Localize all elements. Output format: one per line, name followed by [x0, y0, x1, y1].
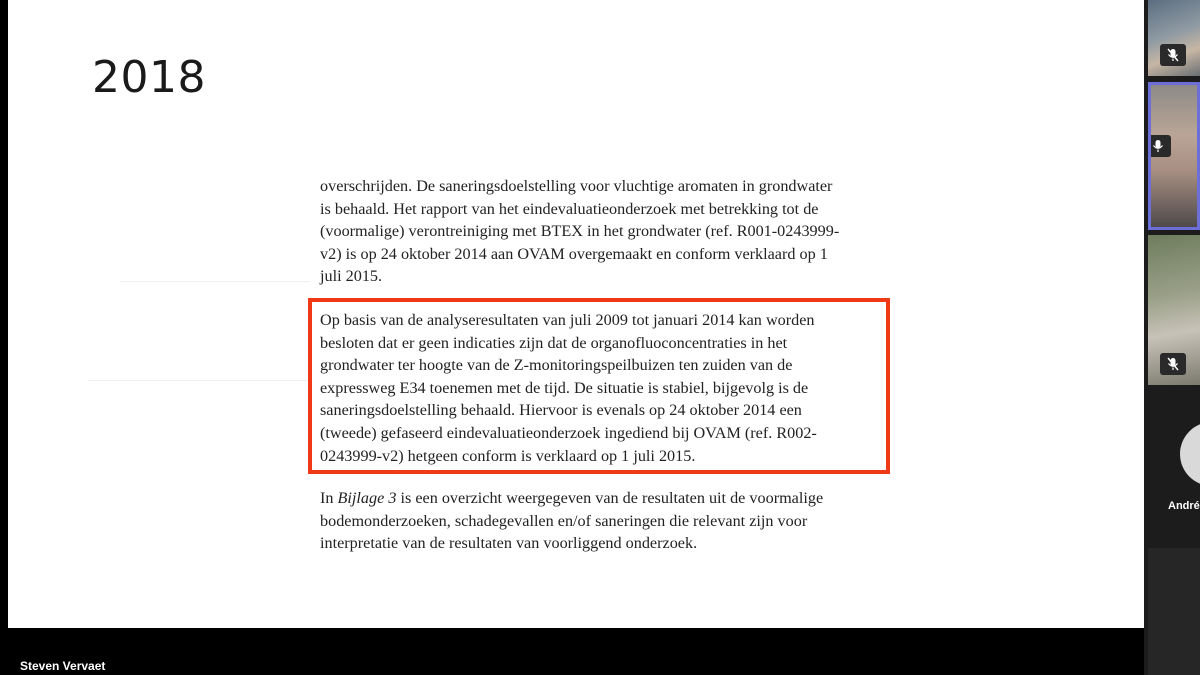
- mic-muted-icon: [1160, 353, 1186, 375]
- shared-slide: [8, 0, 1144, 628]
- text-line: besloten dat er geen indicaties zijn dat de organofluoconcentraties in het: [320, 333, 788, 352]
- text-line: v2) is op 24 oktober 2014 aan OVAM overgemaakt en conform verklaard op 1: [320, 244, 828, 263]
- highlighted-paragraph: [320, 309, 892, 467]
- text-line: overschrijden. De saneringsdoelstelling voor vluchtige aromaten in grondwater: [320, 177, 833, 195]
- text-fragment: In: [320, 489, 338, 507]
- text-fragment: is een overzicht weergegeven van de resultaten uit de voormalige: [396, 489, 824, 507]
- document-paragraph: [320, 175, 892, 288]
- text-line: [320, 487, 892, 510]
- mic-muted-icon: [1160, 44, 1186, 66]
- text-line: saneringsdoelstelling behaald. Hiervoor is evenals op 24 oktober 2014 een: [320, 401, 802, 420]
- text-line: Op basis van de analyseresultaten van juli 2009 tot januari 2014 kan worden: [320, 311, 815, 329]
- text-line: grondwater ter hoogte van de Z-monitoringspeilbuizen ten zuiden van de: [320, 356, 793, 375]
- left-edge: [0, 0, 8, 628]
- faint-divider: [120, 281, 310, 282]
- mic-muted-icon: [1148, 135, 1171, 157]
- presenter-name: Steven Vervaet: [20, 659, 106, 673]
- faint-divider: [88, 380, 310, 381]
- document-paragraph: [320, 487, 892, 555]
- active-speaker-video-tile[interactable]: [1148, 82, 1200, 230]
- appendix-reference: Bijlage 3: [337, 489, 397, 507]
- slide-title: 2018: [92, 52, 206, 103]
- text-line: (tweede) gefaseerd eindevaluatieonderzoek ingediend bij OVAM (ref. R002-: [320, 423, 817, 442]
- participant-video-tile[interactable]: [1148, 0, 1200, 76]
- text-line: bodemonderzoeken, schadegevallen en/of saneringen die relevant zijn voor: [320, 511, 808, 530]
- text-line: juli 2015.: [320, 267, 383, 286]
- text-line: 0243999-v2) hetgeen conform is verklaard op 1 juli 2015.: [320, 446, 696, 465]
- participant-tile[interactable]: [1148, 548, 1200, 675]
- presenter-bar: [0, 628, 1144, 675]
- participant-name: André: [1168, 500, 1200, 512]
- text-line: expressweg E34 toenemen met de tijd. De situatie is stabiel, bijgevolg is de: [320, 378, 809, 397]
- text-line: is behaald. Het rapport van het eindevaluatieonderzoek met betrekking tot de: [320, 199, 819, 218]
- text-line: (voormalige) verontreiniging met BTEX in het grondwater (ref. R001-0243999-: [320, 222, 840, 241]
- text-line: interpretatie van de resultaten van voorliggend onderzoek.: [320, 534, 698, 553]
- participant-video-tile[interactable]: [1148, 235, 1200, 385]
